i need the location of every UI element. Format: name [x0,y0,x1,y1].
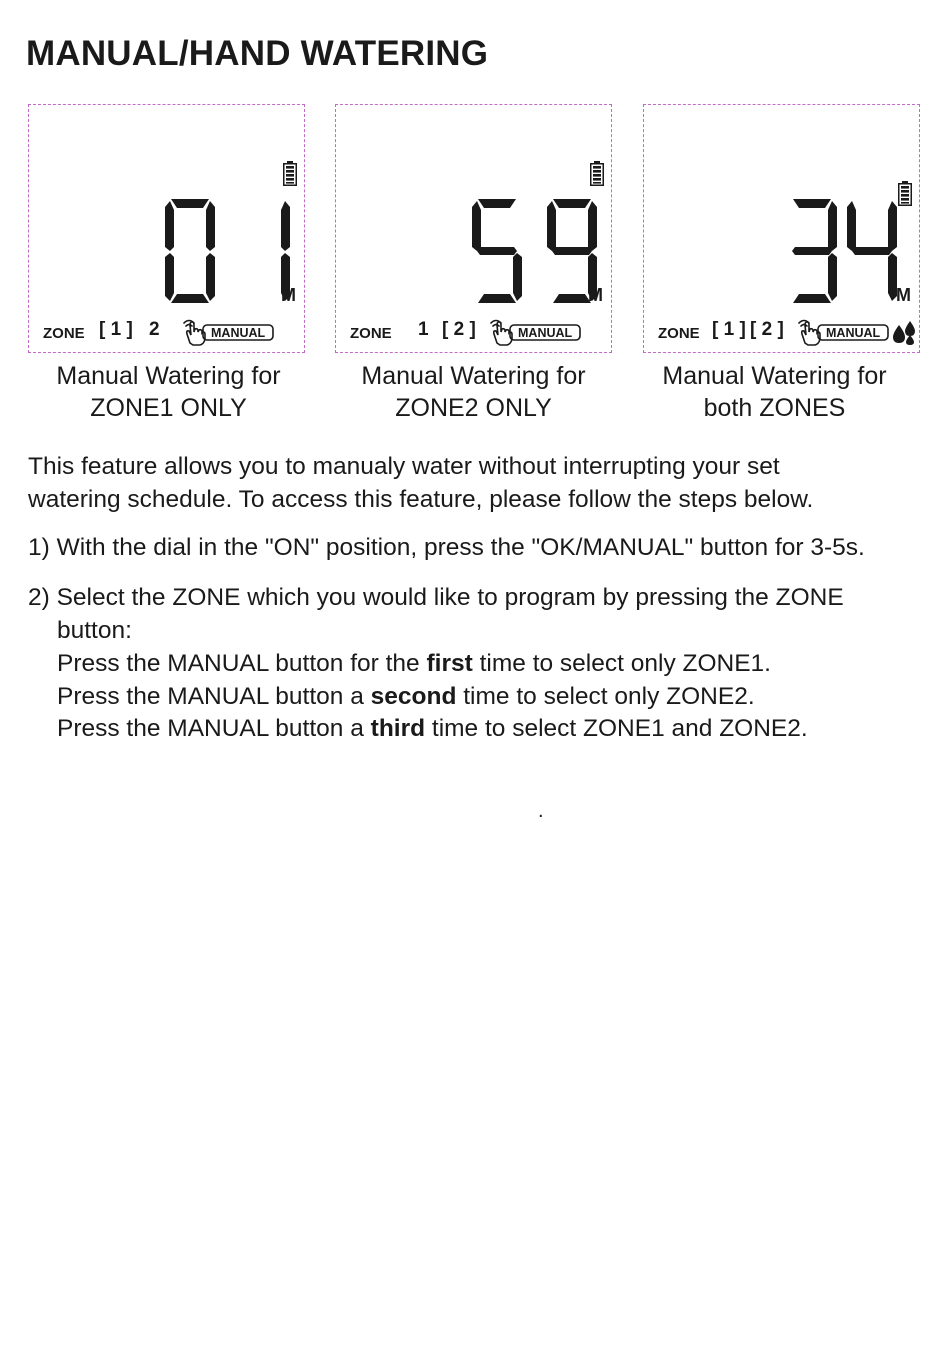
zone1-tag: [ 1 ] [712,319,746,340]
zone2-tag: [ 2 ] [442,319,476,340]
lcd-segment [477,247,517,255]
lcd-digits [787,199,897,303]
lcd-segment [588,201,597,251]
lcd-segment [478,199,516,208]
lcd-segment [281,201,290,251]
lcd-panel-zone1 [28,104,305,353]
instruction-text: Press the MANUAL button a [57,683,371,710]
seven-segment-display [165,199,290,303]
lcd-segment [828,253,837,301]
zone-label: ZONE [658,325,700,342]
lcd-segment [165,253,174,301]
instruction-text: time to select ZONE1 and ZONE2. [425,715,808,742]
manual-label: MANUAL [518,326,573,340]
instruction-text: time to select only ZONE1. [472,650,771,677]
instruction-text: Press the MANUAL button a [57,715,371,742]
lcd-segment [553,294,591,303]
caption-line: ZONE2 ONLY [395,394,552,422]
step-2-line: 2) Select the ZONE which you would like to program by pressing the ZONE [28,584,844,611]
caption-line: both ZONES [703,394,846,422]
lcd-segment [793,294,831,303]
seven-segment-display [472,199,597,303]
caption-line: Manual Watering for [361,362,586,390]
zone-label: ZONE [350,325,392,342]
lcd-segment [513,253,522,301]
step-2-line: button: [57,617,132,644]
lcd-digit [792,199,837,303]
instruction-emphasis: first [426,650,473,677]
battery-icon [283,161,297,186]
lcd-digit [165,199,215,303]
intro-line: This feature allows you to manualy water without interrupting your set [28,453,780,480]
zone-label: ZONE [43,325,85,342]
lcd-segment [888,201,897,251]
instruction-text: Press the MANUAL button for the [57,650,427,677]
press-instruction-first [57,647,771,680]
lcd-digit [847,201,897,301]
caption-line: Manual Watering for [662,362,887,390]
lcd-digits [472,199,597,303]
unit-minutes: M [588,285,603,305]
lcd-segment [792,247,832,255]
lcd-segment [171,199,209,208]
lcd-segment [472,201,481,251]
zone1-tag: [ 1 ] [99,319,133,340]
zone-indicator [350,317,610,347]
battery-icon [898,181,912,206]
caption-zone1 [30,360,307,424]
lcd-panel-both-zones [643,104,920,353]
manual-label: MANUAL [211,326,266,340]
zone1-tag: 1 [418,319,429,340]
lcd-segment [478,294,516,303]
lcd-digit [472,199,522,303]
intro-line: watering schedule. To access this feature, please follow the steps below. [28,486,814,513]
press-instruction-second [57,680,755,713]
water-drops-icon [891,321,917,345]
caption-line: Manual Watering for [56,362,281,390]
lcd-segment [552,247,592,255]
battery-icon [590,161,604,186]
instruction-text: time to select only ZONE2. [456,683,755,710]
lcd-segment [206,253,215,301]
caption-line: ZONE1 ONLY [90,394,247,422]
page-title: MANUAL/HAND WATERING [26,34,489,73]
press-instruction-third [57,712,808,745]
lcd-segment [171,294,209,303]
step-2 [28,581,844,647]
instruction-emphasis: second [370,683,457,710]
trailing-dot: . [538,800,544,822]
intro-paragraph [28,450,813,516]
lcd-segment [852,247,892,255]
lcd-segment [547,201,556,251]
lcd-digits [165,199,290,303]
zone2-tag: [ 2 ] [750,319,784,340]
seven-segment-display [787,199,897,303]
lcd-panel-zone2 [335,104,612,353]
manual-label: MANUAL [826,326,881,340]
zone2-tag: 2 [149,319,160,340]
unit-minutes: M [281,285,296,305]
lcd-segment [847,201,856,251]
lcd-segment [165,201,174,251]
caption-both-zones [636,360,913,424]
unit-minutes: M [896,285,911,305]
lcd-segment [793,199,831,208]
zone-indicator [658,317,918,347]
lcd-segment [553,199,591,208]
lcd-segment [206,201,215,251]
instruction-emphasis: third [370,715,426,742]
lcd-segment [828,201,837,251]
step-1: 1) With the dial in the "ON" position, press the "OK/MANUAL" button for 3-5s. [28,534,865,561]
caption-zone2 [335,360,612,424]
zone-indicator [43,317,303,347]
